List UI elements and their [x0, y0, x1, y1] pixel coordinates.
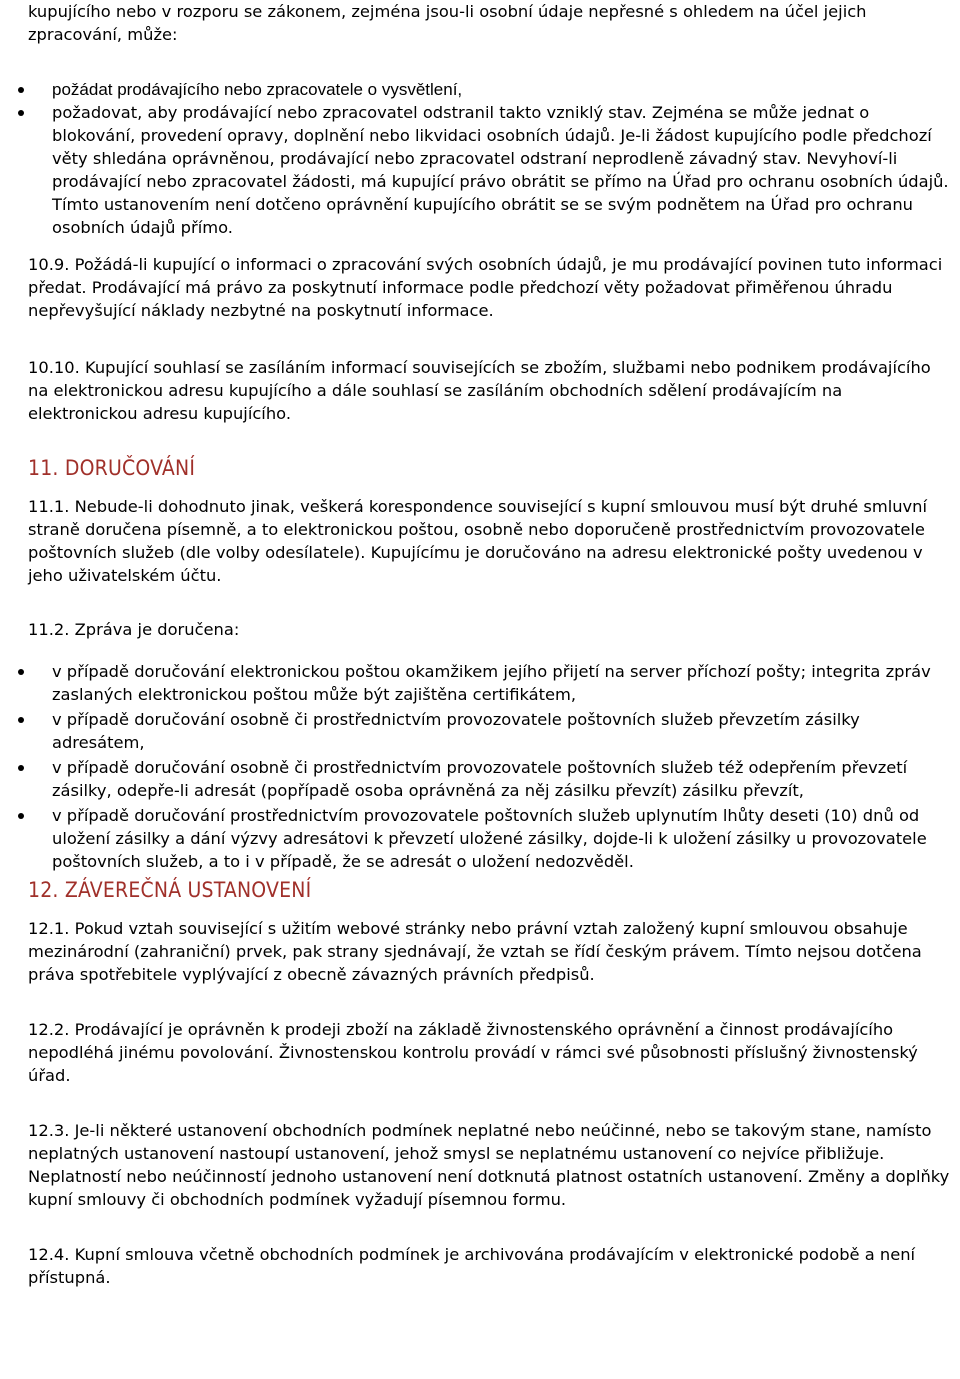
- section-heading-12: 12. ZÁVEREČNÁ USTANOVENÍ: [28, 878, 312, 902]
- list-item: požadovat, aby prodávající nebo zpracovatel odstranil takto vzniklý stav. Zejména se může jednat o blokování, provedení opravy, doplnění nebo likvidaci osobních údajů. Je-li žádost kupujícího podle předchozí věty shledána oprávněnou, prodávající nebo zpracovatel odstraní neprodleně závadný stav. Nevyhoví-li prodávající nebo zpracovatel žádosti, má kupující právo obrátit se přímo na Úřad pro ochranu osobních údajů. Tímto ustanovením není dotčeno oprávnění kupujícího obrátit se se svým podnětem na Úřad pro ochranu osobních údajů přímo.: [40, 101, 956, 239]
- intro-paragraph: kupujícího nebo v rozporu se zákonem, zejména jsou-li osobní údaje nepřesné s ohledem na účel jejich zpracování, může:: [28, 2, 867, 44]
- list-item: v případě doručování osobně či prostřednictvím provozovatele poštovních služeb též odepřením převzetí zásilky, odepře-li adresát (popřípadě osoba oprávněná za něj zásilku převzít) zásilku převzít,: [40, 756, 956, 802]
- paragraph-12-1: 12.1. Pokud vztah související s užitím webové stránky nebo právní vztah založený kupní smlouvou obsahuje mezinárodní (zahraniční) prvek, pak strany sjednávají, že vztah se řídí českým právem. Tímto nejsou dotčena práva spotřebitele vyplývající z obecně závazných právních předpisů.: [28, 919, 922, 984]
- delivery-list: [40, 660, 956, 873]
- paragraph-11-2: 11.2. Zpráva je doručena:: [28, 620, 240, 639]
- paragraph-12-3: 12.3. Je-li některé ustanovení obchodních podmínek neplatné nebo neúčinné, nebo se takovým stane, namísto neplatných ustanovení nastoupí ustanovení, jehož smysl se neplatnému ustanovení co nejvíce přibližuje. Neplatností nebo neúčinností jednoho ustanovení není dotknutá platnost ostatních ustanovení. Změny a doplňky kupní smlouvy či obchodních podmínek vyžadují písemnou formu.: [28, 1121, 950, 1209]
- paragraph-10-9: 10.9. Požádá-li kupující o informaci o zpracování svých osobních údajů, je mu prodávající povinen tuto informaci předat. Prodávající má právo za poskytnutí informace podle předchozí věty požadovat přiměřenou úhradu nepřevyšující náklady nezbytné na poskytnutí informace.: [28, 255, 943, 320]
- section-heading-11: 11. DORUČOVÁNÍ: [28, 456, 196, 480]
- list-item: v případě doručování elektronickou poštou okamžikem jejího přijetí na server příchozí pošty; integrita zpráv zaslaných elektronickou poštou může být zajištěna certifikátem,: [40, 660, 956, 706]
- document-page: [28, 0, 956, 1289]
- list-item: požádat prodávajícího nebo zpracovatele o vysvětlení,: [40, 78, 956, 101]
- paragraph-12-2: 12.2. Prodávající je oprávněn k prodeji zboží na základě živnostenského oprávnění a činnost prodávajícího nepodléhá jinému povolování. Živnostenskou kontrolu provádí v rámci své působnosti příslušný živnostenský úřad.: [28, 1020, 918, 1085]
- list-item: v případě doručování prostřednictvím provozovatele poštovních služeb uplynutím lhůty deseti (10) dnů od uložení zásilky a dání výzvy adresátovi k převzetí uložené zásilky, dojde-li k uložení zásilky u provozovatele poštovních služeb, a to i v případě, že se adresát o uložení nedozvěděl.: [40, 804, 956, 873]
- list-item: v případě doručování osobně či prostřednictvím provozovatele poštovních služeb převzetím zásilky adresátem,: [40, 708, 956, 754]
- paragraph-12-4: 12.4. Kupní smlouva včetně obchodních podmínek je archivována prodávajícím v elektronické podobě a není přístupná.: [28, 1245, 916, 1287]
- rights-list: [40, 78, 956, 239]
- paragraph-11-1: 11.1. Nebude-li dohodnuto jinak, veškerá korespondence související s kupní smlouvou musí být druhé smluvní straně doručena písemně, a to elektronickou poštou, osobně nebo doporučeně prostřednictvím provozovatele poštovních služeb (dle volby odesílatele). Kupujícímu je doručováno na adresu elektronické pošty uvedenou v jeho uživatelském účtu.: [28, 497, 928, 585]
- paragraph-10-10: 10.10. Kupující souhlasí se zasíláním informací souvisejících se zbožím, službami nebo podnikem prodávajícího na elektronickou adresu kupujícího a dále souhlasí se zasíláním obchodních sdělení prodávajícím na elektronickou adresu kupujícího.: [28, 358, 931, 423]
